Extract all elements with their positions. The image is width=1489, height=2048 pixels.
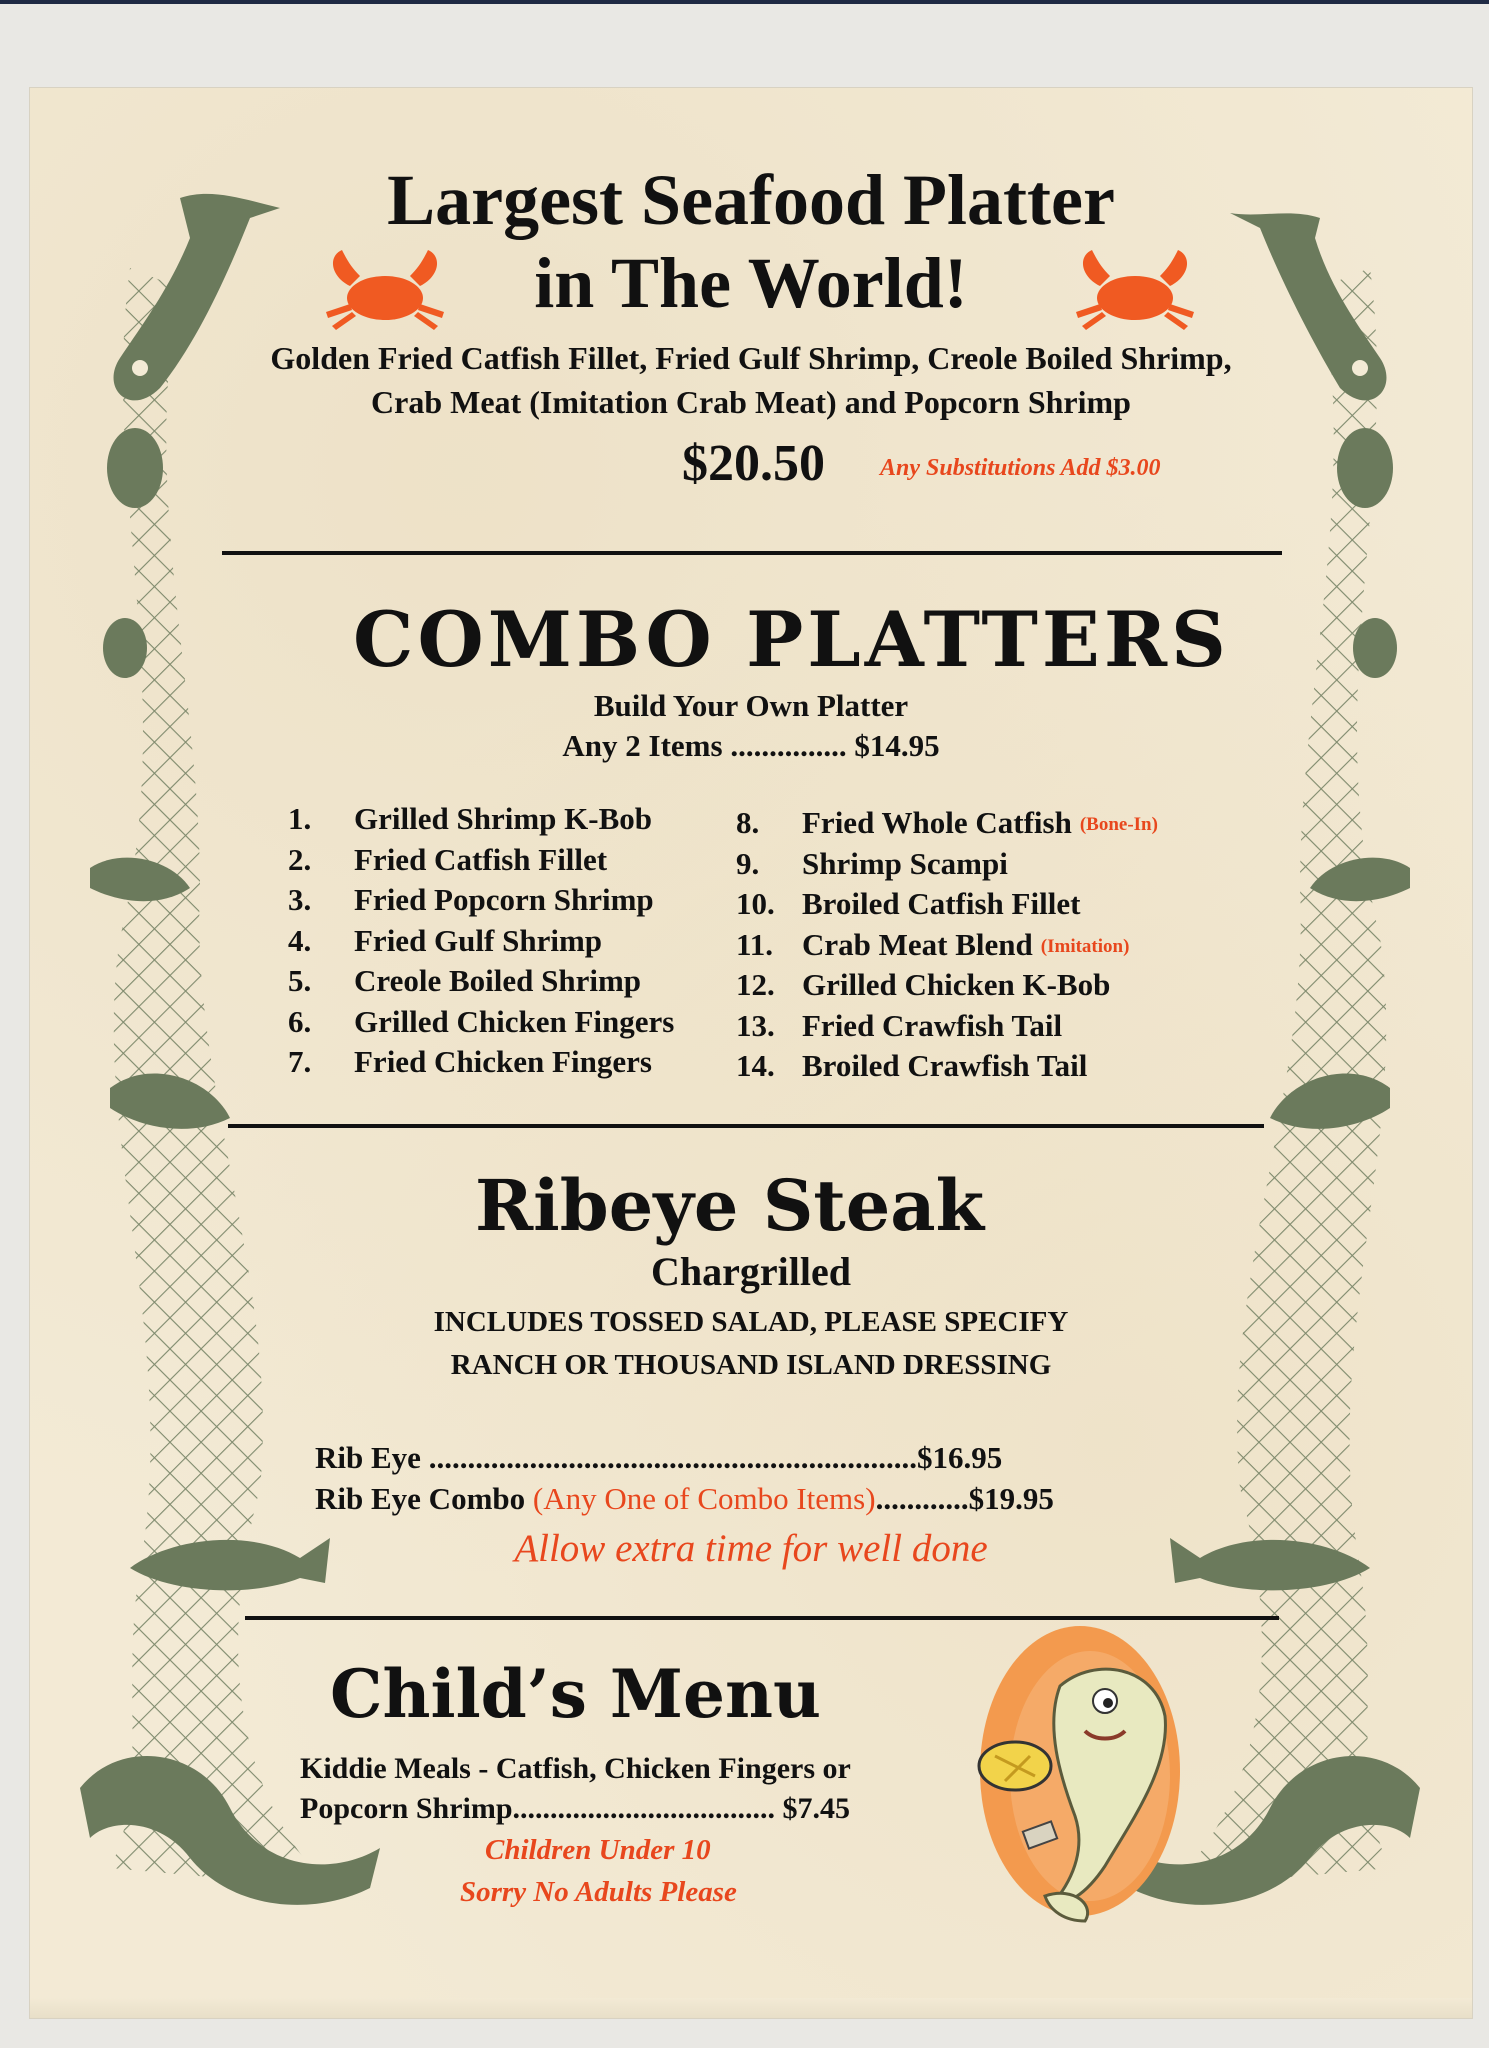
cartoon-fish-icon [965,1616,1195,1926]
platter-title-line2: in The World! [534,243,968,323]
crab-icon [1070,246,1200,336]
item-name: Fried Crawfish Tail [802,1007,1063,1043]
item-name: Rib Eye Combo [315,1481,526,1516]
list-item [736,1006,1158,1047]
child-note-line2: Sorry No Adults Please [460,1876,737,1908]
item-name: Grilled Chicken Fingers [354,1003,675,1039]
item-name: Grilled Shrimp K-Bob [354,801,652,836]
list-item [736,1046,1158,1087]
item-number: 8. [736,805,760,840]
list-item [288,1002,674,1043]
ribeye-note-line2: RANCH OR THOUSAND ISLAND DRESSING [450,1349,1052,1381]
item-number: 7. [288,1044,312,1079]
item-name: Popcorn Shrimp [300,1792,513,1825]
item-name: Fried Chicken Fingers [354,1044,652,1079]
platter-price: $20.50 [682,435,825,492]
child-description-line1: Kiddie Meals - Catfish, Chicken Fingers or [300,1752,851,1785]
list-item [288,880,674,921]
leader-dots: ............ [875,1481,969,1516]
item-name: Fried Catfish Fillet [354,841,608,877]
list-item [288,921,674,962]
item-price: $19.95 [968,1481,1054,1516]
leader-dots: ............................................................... [428,1440,917,1475]
list-item [736,803,1158,844]
item-detail: (Any One of Combo Items) [532,1481,876,1516]
list-item [288,1042,674,1083]
ribeye-title: Ribeye Steak [475,1164,985,1247]
item-price: $7.45 [782,1792,851,1825]
platter-description-line2: Crab Meat (Imitation Crab Meat) and Popcorn Shrimp [371,384,1131,420]
combo-subtitle: Build Your Own Platter [593,688,909,723]
ribeye-item1 [315,1440,1002,1476]
item-name: Crab Meat Blend [802,926,1033,962]
item-name: Fried Whole Catfish [802,805,1072,840]
item-number: 13. [736,1007,775,1043]
item-name: Fried Gulf Shrimp [354,922,603,958]
child-title: Child’s Menu [330,1655,821,1733]
list-item [736,925,1158,966]
combo-list-left [288,799,674,1083]
item-name: Grilled Chicken K-Bob [802,967,1111,1002]
crab-icon [320,246,450,336]
ribeye-subtitle: Chargrilled [651,1249,851,1294]
item-tag: (Imitation) [1040,935,1130,957]
list-item [736,844,1158,885]
item-number: 6. [288,1003,312,1039]
platter-description-line1: Golden Fried Catfish Fillet, Fried Gulf Shrimp, Creole Boiled Shrimp, [270,340,1232,376]
substitution-note: Any Substitutions Add $3.00 [880,455,1161,481]
section-divider [228,1124,1264,1128]
item-tag: (Bone-In) [1079,814,1158,835]
combo-title: COMBO PLATTERS [353,595,1230,684]
item-number: 12. [736,967,775,1002]
combo-list-right [736,803,1158,1087]
list-item [288,961,674,1002]
item-number: 1. [288,801,312,836]
item-name: Broiled Catfish Fillet [802,886,1081,921]
top-edge [0,0,1489,4]
item-name: Creole Boiled Shrimp [354,963,642,998]
ribeye-note-line1: INCLUDES TOSSED SALAD, PLEASE SPECIFY [433,1306,1069,1338]
item-number: 5. [288,963,312,998]
list-item [736,884,1158,925]
item-name: Broiled Crawfish Tail [802,1048,1088,1083]
item-number: 11. [736,926,774,962]
item-name: Fried Popcorn Shrimp [354,882,654,917]
item-number: 10. [736,886,775,921]
ribeye-item2 [315,1481,1054,1517]
item-number: 3. [288,882,312,917]
item-name: Rib Eye [315,1440,421,1475]
child-item [300,1792,850,1826]
menu-page [30,88,1472,2018]
ribeye-warning: Allow extra time for well done [514,1527,988,1570]
page-bottom-edge [30,1998,1472,2018]
item-number: 2. [288,841,312,877]
list-item [288,840,674,881]
list-item [288,799,674,840]
combo-price-line: Any 2 Items ............... $14.95 [562,728,940,763]
section-divider [222,551,1282,555]
item-number: 9. [736,845,760,881]
leader-dots: ................................... [512,1792,776,1825]
list-item [736,965,1158,1006]
child-note-line1: Children Under 10 [485,1834,711,1866]
platter-title-line1: Largest Seafood Platter [387,160,1115,240]
item-name: Shrimp Scampi [802,845,1008,881]
item-price: $16.95 [916,1440,1003,1475]
item-number: 4. [288,922,312,958]
item-number: 14. [736,1048,775,1083]
